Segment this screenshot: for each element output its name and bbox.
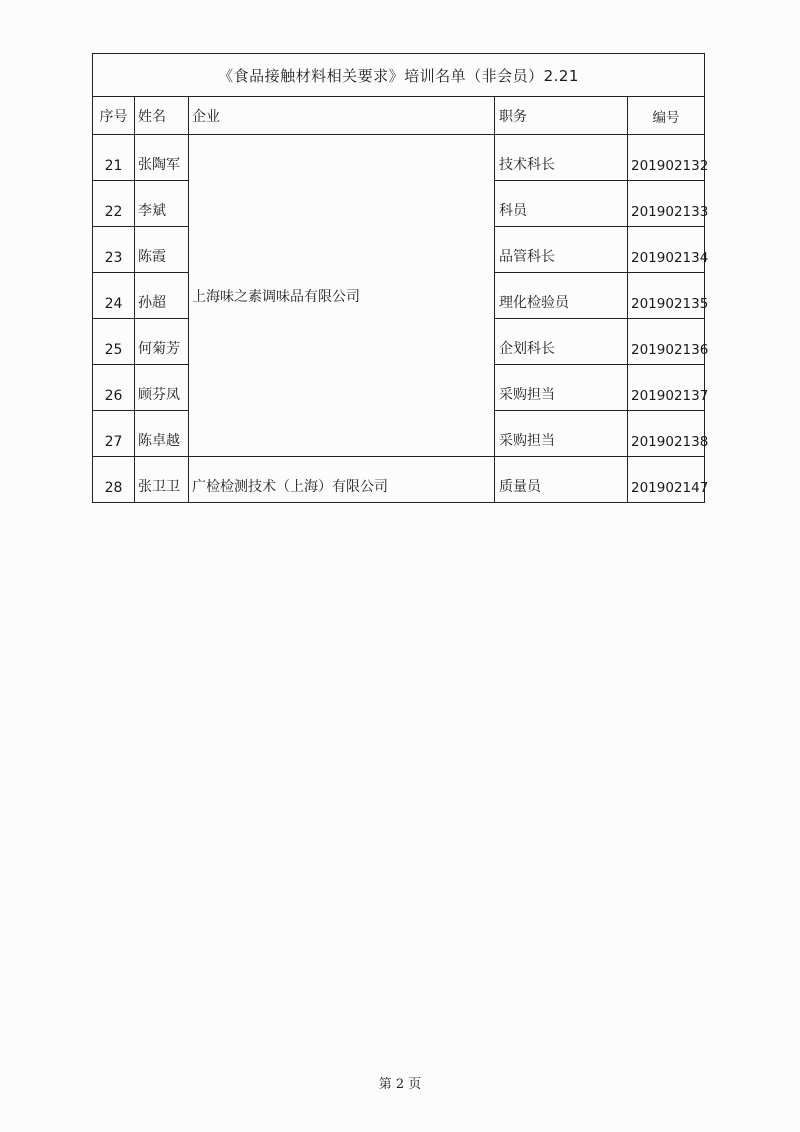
row-position: 采购担当 xyxy=(495,365,628,411)
title-row xyxy=(93,54,705,97)
row-position: 品管科长 xyxy=(495,227,628,273)
row-seq: 21 xyxy=(93,135,135,181)
header-position: 职务 xyxy=(495,97,628,135)
row-name: 李斌 xyxy=(135,181,189,227)
row-number: 201902137 xyxy=(628,365,705,411)
table-title: 《食品接触材料相关要求》培训名单（非会员）2.21 xyxy=(93,54,705,97)
row-number: 201902135 xyxy=(628,273,705,319)
row-name: 陈卓越 xyxy=(135,411,189,457)
row-number: 201902138 xyxy=(628,411,705,457)
row-name: 陈霞 xyxy=(135,227,189,273)
row-seq: 22 xyxy=(93,181,135,227)
row-position: 采购担当 xyxy=(495,411,628,457)
training-roster-table xyxy=(92,53,709,503)
header-name: 姓名 xyxy=(135,97,189,135)
header-seq: 序号 xyxy=(93,97,135,135)
row-number: 201902136 xyxy=(628,319,705,365)
row-name: 何菊芳 xyxy=(135,319,189,365)
row-seq: 23 xyxy=(93,227,135,273)
row-number: 201902132 xyxy=(628,135,705,181)
row-number: 201902133 xyxy=(628,181,705,227)
table-row xyxy=(93,457,705,503)
row-seq: 24 xyxy=(93,273,135,319)
row-name: 顾芬凤 xyxy=(135,365,189,411)
row-seq: 26 xyxy=(93,365,135,411)
row-company: 广检检测技术（上海）有限公司 xyxy=(189,457,495,503)
row-seq: 27 xyxy=(93,411,135,457)
page-number: 第 2 页 xyxy=(378,1077,422,1092)
row-name: 张陶军 xyxy=(135,135,189,181)
row-seq: 28 xyxy=(93,457,135,503)
table-row xyxy=(93,135,705,181)
header-company: 企业 xyxy=(189,97,495,135)
row-position: 企划科长 xyxy=(495,319,628,365)
row-position: 质量员 xyxy=(495,457,628,503)
row-position: 科员 xyxy=(495,181,628,227)
row-seq: 25 xyxy=(93,319,135,365)
row-position: 理化检验员 xyxy=(495,273,628,319)
row-position: 技术科长 xyxy=(495,135,628,181)
row-number: 201902134 xyxy=(628,227,705,273)
row-company-merged: 上海味之素调味品有限公司 xyxy=(189,135,495,457)
row-name: 张卫卫 xyxy=(135,457,189,503)
header-number: 编号 xyxy=(628,97,705,135)
header-row xyxy=(93,97,705,135)
row-name: 孙超 xyxy=(135,273,189,319)
row-number: 201902147 xyxy=(628,457,705,503)
